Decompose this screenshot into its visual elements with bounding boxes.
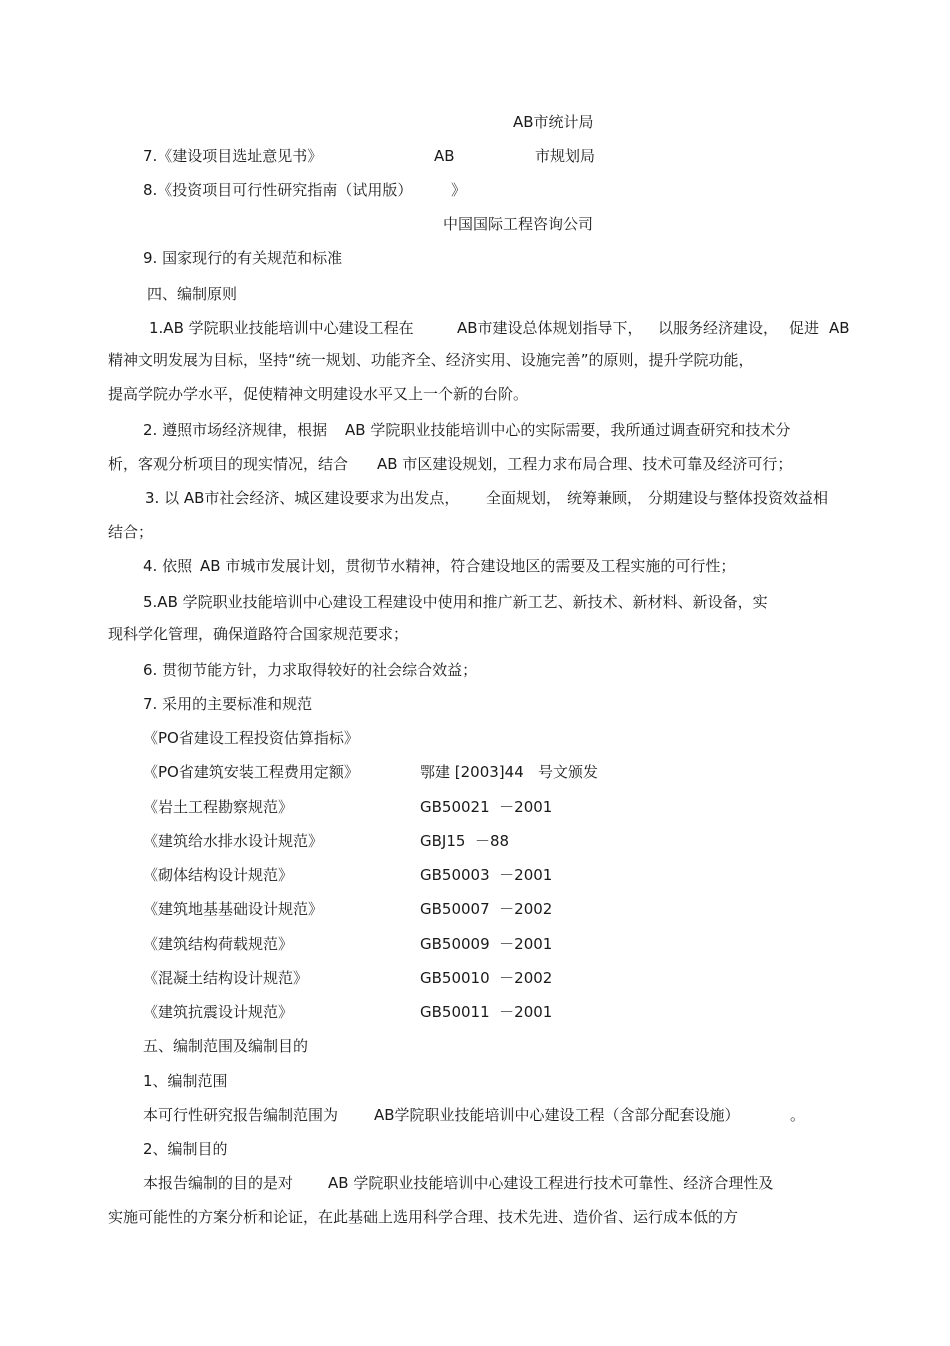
ref9: 9. 国家现行的有关规范和标准 xyxy=(143,249,343,267)
p4-a: 4. 依照 xyxy=(143,557,193,575)
standard-code: GB50010 －2002 xyxy=(420,969,553,987)
ref8-issuer: 中国国际工程咨询公司 xyxy=(443,215,594,233)
scope-title: 1、编制范围 xyxy=(143,1072,228,1090)
purpose-title: 2、编制目的 xyxy=(143,1140,228,1158)
p1-line1-b: AB市建设总体规划指导下， xyxy=(457,319,643,337)
section5-title: 五、编制范围及编制目的 xyxy=(143,1037,309,1055)
standard-code: 鄂建 [2003]44 号文颁发 xyxy=(420,763,599,781)
p1-line1-d: 促进 xyxy=(789,319,820,337)
p7: 7. 采用的主要标准和规范 xyxy=(143,695,313,713)
standard-name: 《建筑地基基础设计规范》 xyxy=(143,900,324,918)
standard-name: 《建筑抗震设计规范》 xyxy=(143,1003,294,1021)
standard-code: GB50021 －2001 xyxy=(420,798,553,816)
standard-name: 《PO省建设工程投资估算指标》 xyxy=(143,729,359,747)
p1-line1-c: 以服务经济建设， xyxy=(658,319,779,337)
ref7-issuer-a: AB xyxy=(434,147,455,165)
p1-line3: 提高学院办学水平，促使精神文明建设水平又上一个新的台阶。 xyxy=(108,385,529,403)
p3-line1-d: 分期建设与整体投资效益相 xyxy=(648,489,829,507)
p2-line2-a: 析，客观分析项目的现实情况，结合 xyxy=(108,455,349,473)
p2-line2-b: AB 市区建设规划，工程力求布局合理、技术可靠及经济可行； xyxy=(377,455,793,473)
p1-line1-e: AB xyxy=(829,319,850,337)
ref6-issuer: AB市统计局 xyxy=(513,113,594,131)
p6: 6. 贯彻节能方针，力求取得较好的社会综合效益； xyxy=(143,661,478,679)
ref7-title: 7.《建设项目选址意见书》 xyxy=(143,147,323,165)
standard-name: 《建筑结构荷载规范》 xyxy=(143,935,294,953)
standard-name: 《PO省建筑安装工程费用定额》 xyxy=(143,763,359,781)
p2-line1-b: AB 学院职业技能培训中心的实际需要，我所通过调查研究和技术分 xyxy=(345,421,791,439)
standard-code: GBJ15 －88 xyxy=(420,832,510,850)
section4-title: 四、编制原则 xyxy=(147,285,238,303)
scope-text-c: 。 xyxy=(790,1106,806,1124)
standard-code: GB50009 －2001 xyxy=(420,935,553,953)
ref7-issuer-b: 市规划局 xyxy=(535,147,596,165)
p3-line1-c: 统筹兼顾， xyxy=(567,489,643,507)
p5-line1: 5.AB 学院职业技能培训中心建设工程建设中使用和推广新工艺、新技术、新材料、新设备，实 xyxy=(143,593,768,611)
standard-name: 《建筑给水排水设计规范》 xyxy=(143,832,324,850)
ref8-title-close: 》 xyxy=(451,181,467,199)
p4-b: AB 市城市发展计划，贯彻节水精神，符合建设地区的需要及工程实施的可行性； xyxy=(200,557,736,575)
standard-name: 《岩土工程勘察规范》 xyxy=(143,798,294,816)
ref8-title: 8.《投资项目可行性研究指南（试用版） xyxy=(143,181,413,199)
standard-code: GB50011 －2001 xyxy=(420,1003,553,1021)
p3-line2: 结合； xyxy=(108,523,154,541)
p5-line2: 现科学化管理，确保道路符合国家规范要求； xyxy=(108,625,409,643)
p1-line2: 精神文明发展为目标，坚持“统一规划、功能齐全、经济实用、设施完善”的原则，提升学院功能， xyxy=(108,351,754,369)
standard-code: GB50007 －2002 xyxy=(420,900,553,918)
standard-code: GB50003 －2001 xyxy=(420,866,553,884)
p2-line1-a: 2. 遵照市场经济规律，根据 xyxy=(143,421,328,439)
p3-line1-b: 全面规划， xyxy=(486,489,562,507)
scope-text-a: 本可行性研究报告编制范围为 xyxy=(143,1106,339,1124)
standard-name: 《混凝土结构设计规范》 xyxy=(143,969,309,987)
purpose-line2: 实施可能性的方案分析和论证，在此基础上选用科学合理、技术先进、造价省、运行成本低的方 xyxy=(108,1208,739,1226)
purpose-line1-a: 本报告编制的目的是对 xyxy=(143,1174,294,1192)
standard-name: 《砌体结构设计规范》 xyxy=(143,866,294,884)
p1-line1-a: 1.AB 学院职业技能培训中心建设工程在 xyxy=(149,319,414,337)
scope-text-b: AB学院职业技能培训中心建设工程（含部分配套设施） xyxy=(374,1106,740,1124)
purpose-line1-b: AB 学院职业技能培训中心建设工程进行技术可靠性、经济合理性及 xyxy=(328,1174,774,1192)
p3-line1-a: 3. 以 AB市社会经济、城区建设要求为出发点， xyxy=(145,489,460,507)
